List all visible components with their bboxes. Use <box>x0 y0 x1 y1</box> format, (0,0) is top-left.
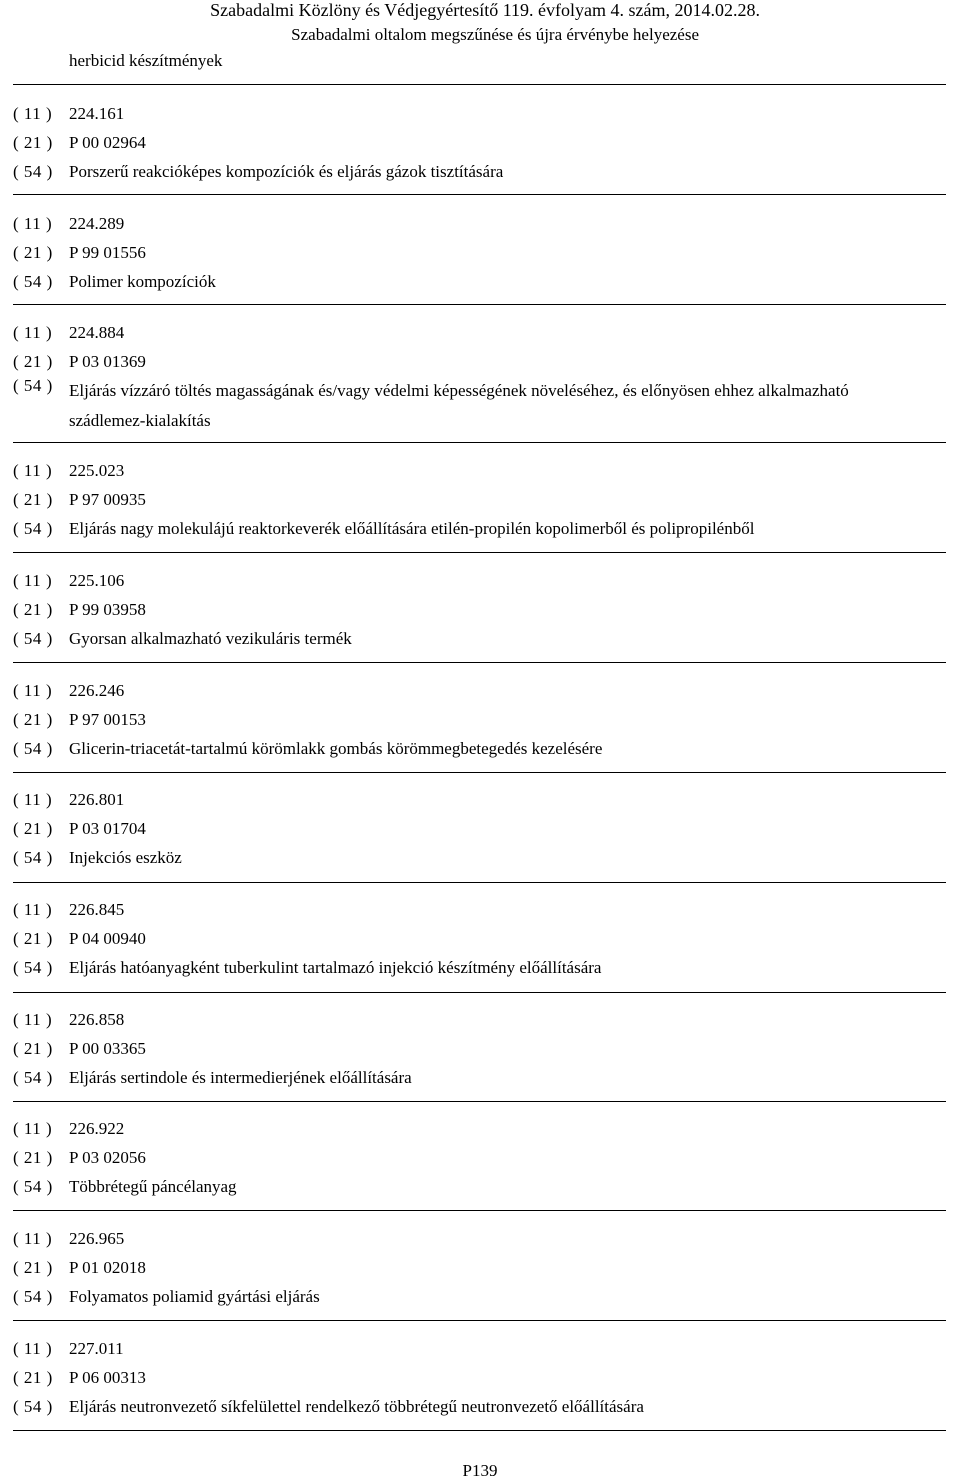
code-21-label: ( 21 ) <box>13 1039 53 1058</box>
code-11-label: ( 11 ) <box>13 681 53 700</box>
code-21-label: ( 21 ) <box>13 600 53 619</box>
patent-entry <box>13 1010 946 1097</box>
divider <box>13 662 946 663</box>
code-11-label: ( 11 ) <box>13 900 53 919</box>
divider <box>13 304 946 305</box>
divider <box>13 1320 946 1321</box>
application-number: P 04 00940 <box>69 929 146 948</box>
patent-entry <box>13 1119 946 1206</box>
code-54-label: ( 54 ) <box>13 1177 53 1196</box>
patent-number: 226.965 <box>69 1229 125 1248</box>
entry-number-row <box>13 571 946 600</box>
entry-title-row <box>13 1068 946 1097</box>
code-21-label: ( 21 ) <box>13 1368 53 1387</box>
code-11-label: ( 11 ) <box>13 1119 53 1138</box>
code-11-label: ( 11 ) <box>13 571 53 590</box>
entry-application-row <box>13 1148 946 1177</box>
entry-number-row <box>13 900 946 929</box>
invention-title: Polimer kompozíciók <box>69 272 216 291</box>
code-54-label: ( 54 ) <box>13 629 53 648</box>
code-54-label: ( 54 ) <box>13 376 53 396</box>
invention-title: Eljárás vízzáró töltés magasságának és/vagy védelmi képességének növeléséhez, és előnyösen ehhez alkalmazható szádlemez-kialakítás <box>69 381 849 430</box>
patent-number: 227.011 <box>69 1339 124 1358</box>
patent-entry <box>13 214 946 301</box>
patent-number: 225.023 <box>69 461 125 480</box>
code-54-label: ( 54 ) <box>13 1287 53 1306</box>
code-54-label: ( 54 ) <box>13 848 53 867</box>
patent-number: 226.845 <box>69 900 125 919</box>
code-54-label: ( 54 ) <box>13 958 53 977</box>
divider <box>13 772 946 773</box>
code-11-label: ( 11 ) <box>13 1229 53 1248</box>
code-11-label: ( 11 ) <box>13 214 53 233</box>
invention-title: Folyamatos poliamid gyártási eljárás <box>69 1287 320 1306</box>
code-54-label: ( 54 ) <box>13 162 53 181</box>
entry-title-row <box>13 629 946 658</box>
code-54-label: ( 54 ) <box>13 1397 53 1416</box>
entry-number-row <box>13 461 946 490</box>
application-number: P 00 02964 <box>69 133 146 152</box>
patent-entry <box>13 104 946 191</box>
application-number: P 03 02056 <box>69 1148 146 1167</box>
entry-number-row <box>13 1119 946 1148</box>
entry-title-row <box>13 162 946 191</box>
patent-number: 224.161 <box>69 104 125 123</box>
invention-title: Porszerű reakcióképes kompozíciók és eljárás gázok tisztítására <box>69 162 504 181</box>
entry-number-row <box>13 681 946 710</box>
divider <box>13 1430 946 1431</box>
entry-application-row <box>13 600 946 629</box>
invention-title: Injekciós eszköz <box>69 848 182 867</box>
code-54-label: ( 54 ) <box>13 272 53 291</box>
patent-number: 226.801 <box>69 790 125 809</box>
entry-application-row <box>13 819 946 848</box>
entry-application-row <box>13 710 946 739</box>
code-11-label: ( 11 ) <box>13 790 53 809</box>
divider <box>13 992 946 993</box>
continuation-text: herbicid készítmények <box>69 51 223 70</box>
entry-application-row <box>13 243 946 272</box>
entry-number-row <box>13 104 946 133</box>
entry-application-row <box>13 929 946 958</box>
application-number: P 97 00935 <box>69 490 146 509</box>
patent-entry <box>13 790 946 877</box>
code-21-label: ( 21 ) <box>13 490 53 509</box>
invention-title: Glicerin-triacetát-tartalmú körömlakk gombás körömmegbetegedés kezelésére <box>69 739 603 758</box>
application-number: P 06 00313 <box>69 1368 146 1387</box>
patent-entry <box>13 461 946 548</box>
application-number: P 00 03365 <box>69 1039 146 1058</box>
entry-title-row <box>13 1397 946 1426</box>
invention-title: Eljárás sertindole és intermedierjének előállítására <box>69 1068 412 1087</box>
application-number: P 01 02018 <box>69 1258 146 1277</box>
application-number: P 03 01369 <box>69 352 146 371</box>
code-11-label: ( 11 ) <box>13 1010 53 1029</box>
patent-entry <box>13 571 946 658</box>
entry-number-row <box>13 1339 946 1368</box>
entry-application-row <box>13 1258 946 1287</box>
code-11-label: ( 11 ) <box>13 461 53 480</box>
code-21-label: ( 21 ) <box>13 819 53 838</box>
invention-title: Többrétegű páncélanyag <box>69 1177 237 1196</box>
page-header-journal-title: Szabadalmi Közlöny és Védjegyértesítő 119. évfolyam 4. szám, 2014.02.28. <box>210 0 760 20</box>
patent-entry <box>13 323 946 435</box>
code-11-label: ( 11 ) <box>13 104 53 123</box>
patent-number: 226.858 <box>69 1010 125 1029</box>
code-21-label: ( 21 ) <box>13 1258 53 1277</box>
code-21-label: ( 21 ) <box>13 133 53 152</box>
code-54-label: ( 54 ) <box>13 1068 53 1087</box>
patent-number: 224.884 <box>69 323 125 342</box>
code-21-label: ( 21 ) <box>13 710 53 729</box>
application-number: P 99 03958 <box>69 600 146 619</box>
divider <box>13 84 946 85</box>
entry-title-row <box>13 1177 946 1206</box>
divider <box>13 882 946 883</box>
application-number: P 97 00153 <box>69 710 146 729</box>
page-number: P139 <box>462 1461 498 1480</box>
entry-title-row <box>13 848 946 877</box>
page-header-section-title: Szabadalmi oltalom megszűnése és újra érvénybe helyezése <box>291 25 699 44</box>
application-number: P 03 01704 <box>69 819 146 838</box>
code-54-label: ( 54 ) <box>13 519 53 538</box>
patent-entry <box>13 681 946 768</box>
entry-number-row <box>13 214 946 243</box>
entry-title-row <box>13 958 946 987</box>
entry-title-row <box>13 739 946 768</box>
invention-title: Eljárás nagy molekulájú reaktorkeverék előállítására etilén-propilén kopolimerből és polipropilénből <box>69 519 755 538</box>
entry-title-row <box>13 272 946 301</box>
entry-title-row <box>13 519 946 548</box>
divider <box>13 1101 946 1102</box>
entry-number-row <box>13 790 946 819</box>
entry-application-row <box>13 490 946 519</box>
code-54-label: ( 54 ) <box>13 739 53 758</box>
patent-entry <box>13 1339 946 1426</box>
code-11-label: ( 11 ) <box>13 1339 53 1358</box>
patent-number: 225.106 <box>69 571 125 590</box>
application-number: P 99 01556 <box>69 243 146 262</box>
entry-title-row <box>13 376 946 435</box>
entry-number-row <box>13 1229 946 1258</box>
entry-number-row <box>13 1010 946 1039</box>
code-21-label: ( 21 ) <box>13 929 53 948</box>
invention-title: Gyorsan alkalmazható vezikuláris termék <box>69 629 352 648</box>
invention-title: Eljárás neutronvezető síkfelülettel rendelkező többrétegű neutronvezető előállítására <box>69 1397 644 1416</box>
entry-application-row <box>13 1368 946 1397</box>
divider <box>13 194 946 195</box>
patent-entry <box>13 1229 946 1316</box>
patent-number: 226.922 <box>69 1119 125 1138</box>
entry-application-row <box>13 1039 946 1068</box>
patent-number: 224.289 <box>69 214 125 233</box>
code-21-label: ( 21 ) <box>13 243 53 262</box>
entry-application-row <box>13 133 946 162</box>
entry-title-row <box>13 1287 946 1316</box>
divider <box>13 552 946 553</box>
patent-number: 226.246 <box>69 681 125 700</box>
invention-title: Eljárás hatóanyagként tuberkulint tartalmazó injekció készítmény előállítására <box>69 958 602 977</box>
code-11-label: ( 11 ) <box>13 323 53 342</box>
code-21-label: ( 21 ) <box>13 352 53 371</box>
patent-entry <box>13 900 946 987</box>
divider <box>13 442 946 443</box>
divider <box>13 1210 946 1211</box>
entry-number-row <box>13 323 946 352</box>
code-21-label: ( 21 ) <box>13 1148 53 1167</box>
